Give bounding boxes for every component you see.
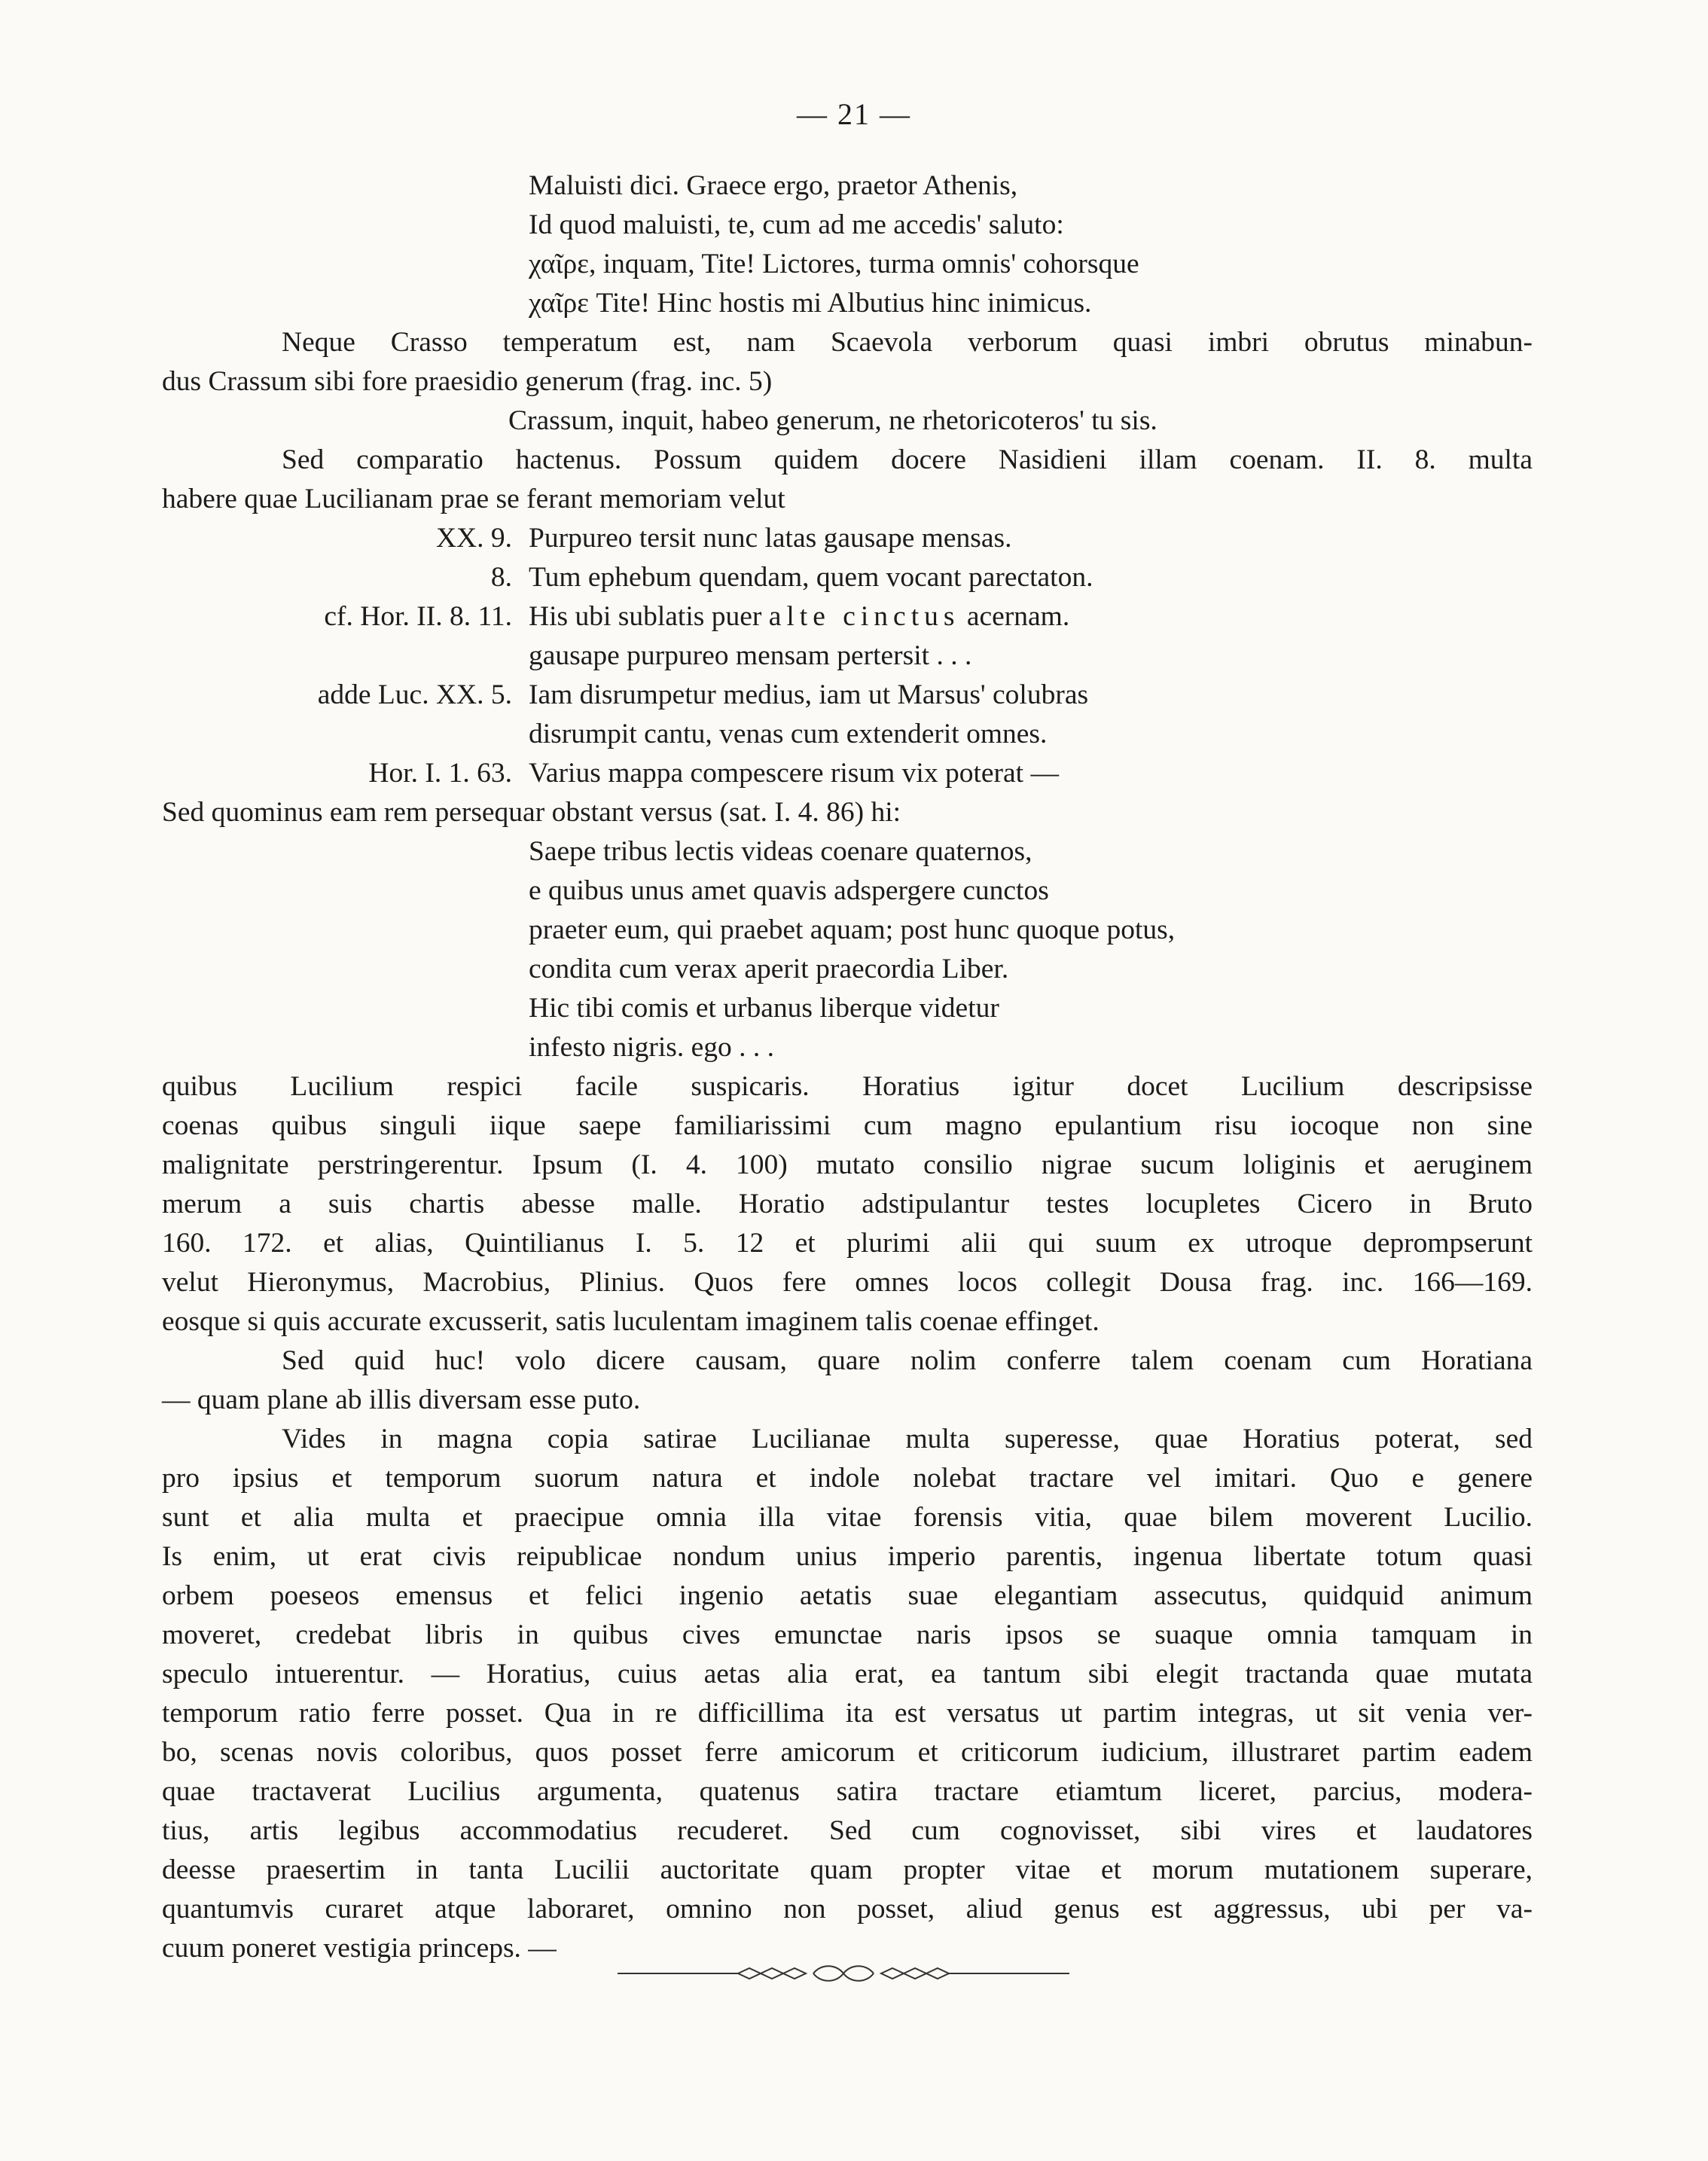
quote-line: Purpureo tersit nunc latas gausape mensas.	[529, 523, 1012, 554]
quote-segment: His ubi sublatis puer	[529, 601, 769, 632]
page-number: — 21 —	[797, 97, 911, 131]
quote-line: gausape purpureo mensam pertersit . . .	[529, 640, 972, 671]
body-line: quae tractaverat Lucilius argumenta, quatenus satira tractare etiamtum liceret, parcius, modera-	[162, 1776, 1533, 1807]
body-line: bo, scenas novis coloribus, quos posset ferre amicorum et criticorum iudicium, illustraret partim eadem	[162, 1737, 1533, 1768]
body-line: cuum poneret vestigia princeps. —	[162, 1933, 557, 1964]
reference-label: Hor. I. 1. 63.	[368, 758, 512, 789]
body-line: merum a suis chartis abesse malle. Horatio adstipulantur testes locupletes Cicero in Bruto	[162, 1189, 1533, 1219]
body-line: temporum ratio ferre posset. Qua in re difficillima ita est versatus ut partim integras, ut sit venia ver-	[162, 1698, 1533, 1729]
quote-line: Varius mappa compescere risum vix poterat —	[529, 758, 1059, 789]
reference-label: XX. 9.	[435, 523, 512, 554]
body-line: deesse praesertim in tanta Lucilii auctoritate quam propter vitae et morum mutationem superare,	[162, 1854, 1533, 1885]
quote-line: Crassum, inquit, habeo generum, ne rhetoricoteros' tu sis.	[508, 405, 1157, 436]
quote-line: condita cum verax aperit praecordia Liber.	[529, 954, 1009, 984]
body-line: Neque Crasso temperatum est, nam Scaevola verborum quasi imbri obrutus minabun-	[282, 327, 1533, 358]
ornament-rule-icon	[618, 1962, 1069, 1985]
body-line: — quam plane ab illis diversam esse puto.	[162, 1384, 641, 1415]
quote-line: Maluisti dici. Graece ergo, praetor Athenis,	[529, 170, 1018, 201]
body-line: speculo intuerentur. — Horatius, cuius aetas alia erat, ea tantum sibi elegit tractanda quae mutata	[162, 1659, 1533, 1689]
body-line: sunt et alia multa et praecipue omnia illa vitae forensis vitia, quae bilem moverent Lucilio.	[162, 1502, 1533, 1533]
body-line: eosque si quis accurate excusserit, satis luculentam imaginem talis coenae effinget.	[162, 1306, 1100, 1337]
body-line: tius, artis legibus accommodatius recuderet. Sed cum cognovisset, sibi vires et laudatores	[162, 1815, 1533, 1846]
body-line: pro ipsius et temporum suorum natura et indole nolebat tractare vel imitari. Quo e genere	[162, 1463, 1533, 1494]
reference-label: cf. Hor. II. 8. 11.	[324, 601, 512, 632]
body-line: Sed comparatio hactenus. Possum quidem docere Nasidieni illam coenam. II. 8. multa	[282, 444, 1533, 475]
quote-line: e quibus unus amet quavis adspergere cunctos	[529, 875, 1049, 906]
body-line: 160. 172. et alias, Quintilianus I. 5. 12 et plurimi alii qui suum ex utroque deprompserunt	[162, 1228, 1533, 1259]
quote-line: praeter eum, qui praebet aquam; post hunc quoque potus,	[529, 914, 1176, 945]
body-line: orbem poeseos emensus et felici ingenio aetatis suae elegantiam assecutus, quidquid animum	[162, 1580, 1533, 1611]
quote-segment: acernam.	[959, 601, 1070, 632]
reference-label: 8.	[490, 562, 512, 593]
quote-line: Id quod maluisti, te, cum ad me accedis' saluto:	[529, 209, 1064, 240]
quote-line: χαῖρε Tite! Hinc hostis mi Albutius hinc inimicus.	[529, 288, 1092, 319]
quote-line: Saepe tribus lectis videas coenare quaternos,	[529, 836, 1032, 867]
body-line: malignitate perstringerentur. Ipsum (I. 4. 100) mutato consilio nigrae sucum loliginis et aeruginem	[162, 1149, 1533, 1180]
body-line: Sed quominus eam rem persequar obstant versus (sat. I. 4. 86) hi:	[162, 797, 901, 828]
body-line: moveret, credebat libris in quibus cives emunctae naris ipsos se suaque omnia tamquam in	[162, 1619, 1533, 1650]
body-line: velut Hieronymus, Macrobius, Plinius. Quos fere omnes locos collegit Dousa frag. inc. 166—169.	[162, 1267, 1533, 1298]
body-line: Sed quid huc! volo dicere causam, quare nolim conferre talem coenam cum Horatiana	[282, 1345, 1533, 1376]
body-line: Is enim, ut erat civis reipublicae nondum unius imperio parentis, ingenua libertate totum quasi	[162, 1541, 1533, 1572]
body-line: quantumvis curaret atque laboraret, omnino non posset, aliud genus est aggressus, ubi per va-	[162, 1894, 1533, 1924]
quote-line	[529, 600, 1069, 633]
reference-label: adde Luc. XX. 5.	[317, 679, 512, 710]
body-line: Vides in magna copia satirae Lucilianae multa superesse, quae Horatius poterat, sed	[282, 1424, 1533, 1454]
quote-line: χαῖρε, inquam, Tite! Lictores, turma omnis' cohorsque	[529, 249, 1139, 279]
quote-line: Tum ephebum quendam, quem vocant parectaton.	[529, 562, 1093, 593]
quote-line: Hic tibi comis et urbanus liberque videtur	[529, 993, 999, 1024]
body-line: dus Crassum sibi fore praesidio generum (frag. inc. 5)	[162, 366, 773, 397]
body-line: habere quae Lucilianam prae se ferant memoriam velut	[162, 484, 785, 514]
quote-line: infesto nigris. ego . . .	[529, 1032, 775, 1063]
quote-line: disrumpit cantu, venas cum extenderit omnes.	[529, 719, 1048, 749]
body-line: coenas quibus singuli iique saepe familiarissimi cum magno epulantium risu iocoque non sine	[162, 1110, 1533, 1141]
quote-line: Iam disrumpetur medius, iam ut Marsus' colubras	[529, 679, 1089, 710]
spaced-emphasis: alte cinctus	[768, 601, 960, 632]
body-line: quibus Lucilium respici facile suspicaris. Horatius igitur docet Lucilium descripsisse	[162, 1071, 1533, 1102]
